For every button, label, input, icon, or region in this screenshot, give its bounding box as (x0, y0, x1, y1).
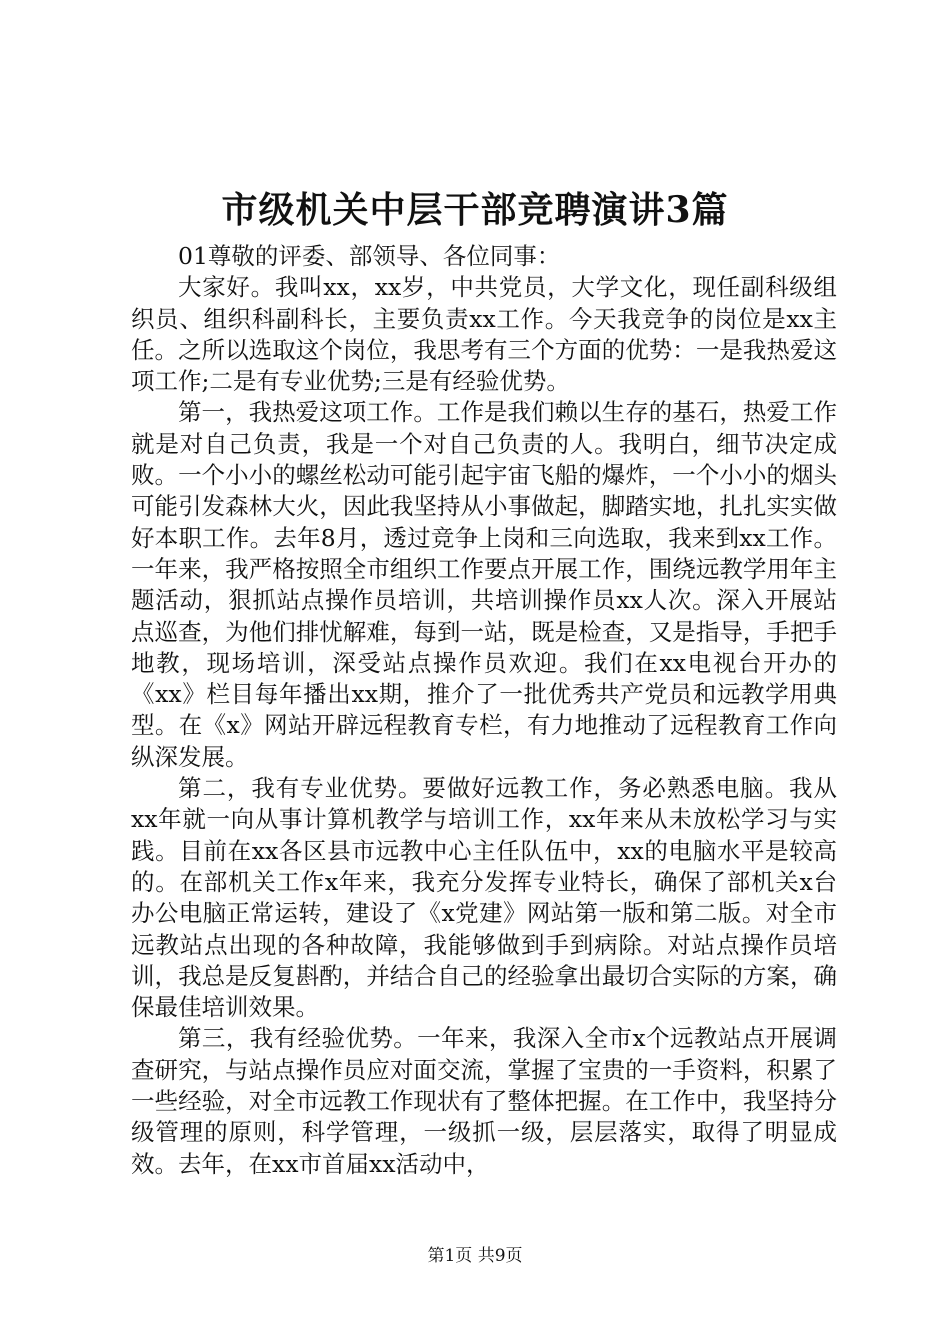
page-number-footer: 第1页 共9页 (427, 1246, 523, 1266)
paragraph-second-advantage: 第二，我有专业优势。要做好远教工作，务必熟悉电脑。我从xx年就一向从事计算机教学与培训工作，xx年来从未放松学习与实践。目前在xx各区县市远教中心主任队伍中，xx的电脑水平是较高的。在部机关工作x年来，我充分发挥专业特长，确保了部机关x台办公电脑正常运转，建设了《x党建》网站第一版和第二版。对全市远教站点出现的各种故障，我能够做到手到病除。对站点操作员培训，我总是反复斟酌，并结合自己的经验拿出最切合实际的方案，确保最佳培训效果。 (131, 774, 837, 1022)
paragraph-introduction: 大家好。我叫xx，xx岁，中共党员，大学文化，现任副科级组织员、组织科副科长，主要负责xx工作。今天我竞争的岗位是xx主任。之所以选取这个岗位，我思考有三个方面的优势：一是我热爱这项工作;二是有专业优势;三是有经验优势。 (131, 273, 837, 396)
document-body (131, 241, 837, 1180)
document-title: 市级机关中层干部竞聘演讲3篇 (221, 189, 729, 231)
paragraph-salutation: 01尊敬的评委、部领导、各位同事： (178, 242, 561, 270)
paragraph-third-advantage: 第三，我有经验优势。一年来，我深入全市x个远教站点开展调查研究，与站点操作员应对面交流，掌握了宝贵的一手资料，积累了一些经验，对全市远教工作现状有了整体把握。在工作中，我坚持分级管理的原则，科学管理，一级抓一级，层层落实，取得了明显成效。去年，在xx市首届xx活动中， (131, 1024, 837, 1178)
paragraph-first-advantage: 第一，我热爱这项工作。工作是我们赖以生存的基石，热爱工作就是对自己负责，我是一个对自己负责的人。我明白，细节决定成败。一个小小的螺丝松动可能引起宇宙飞船的爆炸，一个小小的烟头可能引发森林大火，因此我坚持从小事做起，脚踏实地，扎扎实实做好本职工作。去年8月，透过竞争上岗和三向选取，我来到xx工作。一年来，我严格按照全市组织工作要点开展工作，围绕远教学用年主题活动，狠抓站点操作员培训，共培训操作员xx人次。深入开展站点巡查，为他们排忧解难，每到一站，既是检查，又是指导，手把手地教，现场培训，深受站点操作员欢迎。我们在xx电视台开办的《xx》栏目每年播出xx期，推介了一批优秀共产党员和远教学用典型。在《x》网站开辟远程教育专栏，有力地推动了远程教育工作向纵深发展。 (131, 398, 837, 771)
